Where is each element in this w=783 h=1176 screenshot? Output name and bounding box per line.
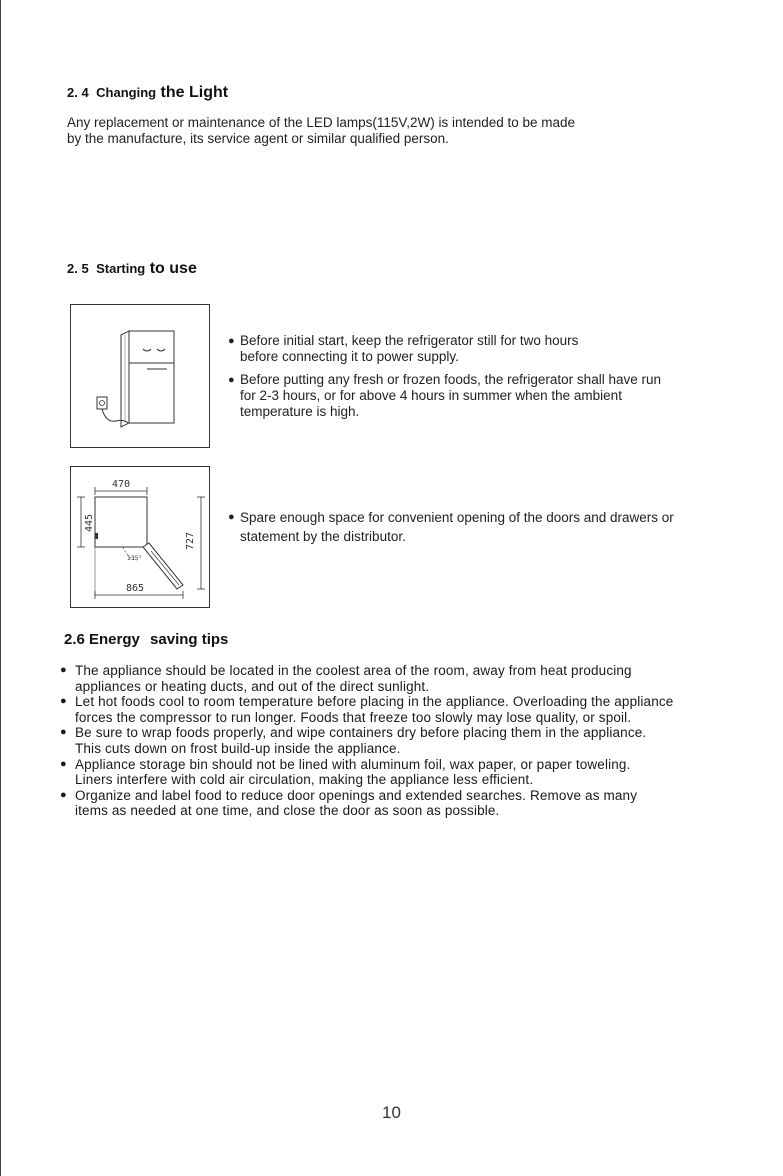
start-bullet-2-line-3: temperature is high. xyxy=(240,404,360,419)
section-2-4-title-a: Changing xyxy=(96,85,157,100)
energy-tip-line-1: Be sure to wrap foods properly, and wipe containers dry before placing them in the appliance. xyxy=(75,725,647,741)
start-bullet-1-line-2: before connecting it to power supply. xyxy=(240,349,459,364)
energy-tip-line-1: Appliance storage bin should not be lined with aluminum foil, wax paper, or paper toweling. xyxy=(75,756,631,772)
section-2-4-number: 2. 4 xyxy=(67,85,89,100)
section-2-5-number: 2. 5 xyxy=(67,261,89,276)
bullet-icon: ● xyxy=(228,335,235,347)
energy-tip-line-1: Let hot foods cool to room temperature before placing in the appliance. Overloading the appliance xyxy=(75,694,674,710)
section-2-5-heading xyxy=(67,260,197,278)
section-2-5-title-b: to use xyxy=(149,260,197,277)
page-number: 10 xyxy=(382,1103,401,1122)
energy-tips-list xyxy=(60,663,760,819)
start-bullet-1-line-1: Before initial start, keep the refrigerator still for two hours xyxy=(240,333,579,348)
energy-tip-line-1: Organize and label food to reduce door openings and extended searches. Remove as many xyxy=(75,787,638,803)
refrigerator-icon xyxy=(71,305,209,447)
clearance-diagram xyxy=(70,466,210,608)
start-bullet-2 xyxy=(228,372,661,420)
energy-tip-line-2: appliances or heating ducts, and out of the direct sunlight. xyxy=(75,678,430,694)
section-2-4-title-b: the Light xyxy=(160,84,229,101)
bullet-icon: ● xyxy=(60,757,67,770)
section-2-6-title-b: saving tips xyxy=(150,631,229,648)
energy-tip xyxy=(60,694,760,725)
bullet-icon: ● xyxy=(60,726,67,739)
energy-tip-line-2: This cuts down on frost build-up inside the appliance. xyxy=(75,740,401,756)
energy-tip xyxy=(60,725,760,756)
dim-label-top: 470 xyxy=(111,479,131,490)
start-bullet-3-line-2: statement by the distributor. xyxy=(240,529,406,544)
bullet-icon: ● xyxy=(60,695,67,708)
bullet-icon: ● xyxy=(60,664,67,676)
start-bullet-3 xyxy=(228,508,674,546)
dim-label-right: 727 xyxy=(185,531,196,551)
section-2-4-line-1: Any replacement or maintenance of the LED lamps(115V,2W) is intended to be made xyxy=(67,115,576,130)
fridge-top-view xyxy=(95,497,147,547)
energy-tip xyxy=(60,788,760,819)
start-bullet-2-line-2: for 2-3 hours, or for above 4 hours in summer when the ambient xyxy=(240,388,622,403)
section-2-5-title-a: Starting xyxy=(96,261,146,276)
page-edge-line xyxy=(0,0,1,1176)
energy-tip xyxy=(60,663,760,694)
section-2-4-heading xyxy=(67,84,228,102)
clearance-diagram-svg xyxy=(71,467,209,607)
refrigerator-illustration xyxy=(70,304,210,448)
start-bullet-2-line-1: Before putting any fresh or frozen foods, the refrigerator shall have run xyxy=(240,372,661,387)
bullet-icon: ● xyxy=(228,511,235,523)
dim-label-bottom: 865 xyxy=(125,583,145,594)
energy-tip-line-2: items as needed at one time, and close the door as soon as possible. xyxy=(75,803,500,819)
section-2-6-title-a: 2.6 Energy xyxy=(64,631,140,648)
bullet-icon: ● xyxy=(228,374,235,386)
section-2-4-line-2: by the manufacture, its service agent or similar qualified person. xyxy=(67,131,449,146)
start-bullet-1 xyxy=(228,333,579,365)
energy-tip-line-1: The appliance should be located in the coolest area of the room, away from heat producing xyxy=(75,663,632,678)
section-2-4-paragraph xyxy=(67,115,575,147)
bullet-icon: ● xyxy=(60,788,67,801)
angle-label: 135° xyxy=(127,555,142,562)
energy-tip-line-2: Liners interfere with cold air circulation, making the appliance less efficient. xyxy=(75,772,534,788)
section-2-6-heading xyxy=(64,631,228,648)
energy-tip-line-2: forces the compressor to run longer. Foods that freeze too slowly may lose quality, or spoil. xyxy=(75,709,632,725)
energy-tip xyxy=(60,757,760,788)
start-bullet-3-line-1: Spare enough space for convenient opening of the doors and drawers or xyxy=(240,510,674,525)
dim-label-left: 445 xyxy=(84,513,95,533)
